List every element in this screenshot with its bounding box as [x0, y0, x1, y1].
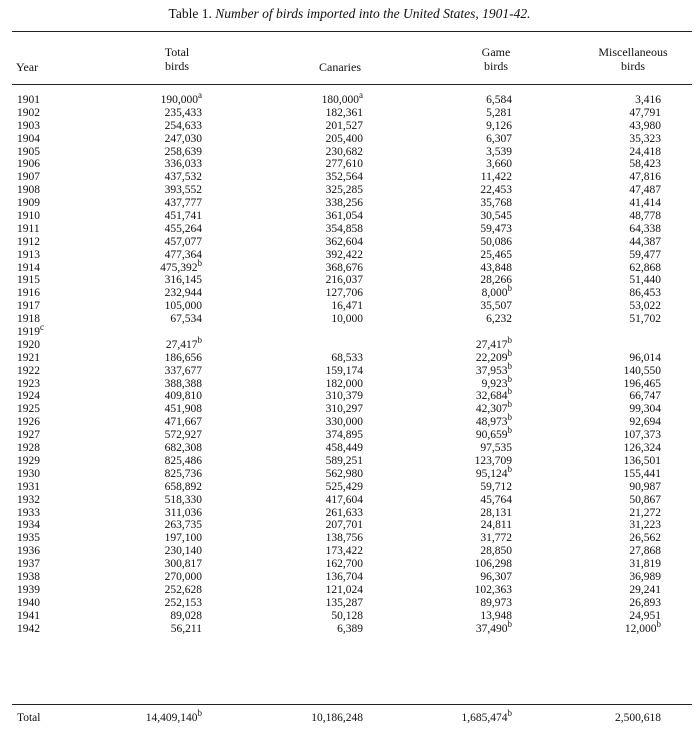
cell-misc-birds: 140,550 [623, 364, 661, 377]
cell-misc-birds: 29,241 [629, 583, 661, 596]
cell-canaries: 562,980 [325, 467, 363, 480]
cell-total-birds: 337,677 [164, 364, 202, 377]
table-top-rule [12, 31, 692, 32]
cell-canaries: 310,379 [325, 390, 363, 403]
cell-total-birds: 682,308 [164, 442, 202, 455]
cell-misc-birds: 86,453 [629, 287, 661, 300]
cell-game-birds: 59,712 [480, 480, 512, 493]
cell-year: 1928 [17, 442, 40, 455]
cell-total-birds: 258,639 [164, 145, 202, 158]
cell-game-birds: 31,772 [480, 532, 512, 545]
cell-game-birds: 22,453 [480, 184, 512, 197]
cell-game-birds: 5,281 [486, 106, 512, 119]
header-rule [12, 84, 692, 85]
total-misc-sum: 2,500,618 [615, 712, 661, 724]
cell-year: 1907 [17, 171, 40, 184]
cell-canaries: 162,700 [325, 558, 363, 571]
cell-year: 1934 [17, 519, 40, 532]
cell-total-birds: 67,534 [170, 313, 202, 326]
cell-game-birds: 28,131 [480, 506, 512, 519]
cell-misc-birds: 90,987 [629, 480, 661, 493]
cell-total-birds: 263,735 [164, 519, 202, 532]
cell-misc-birds: 64,338 [629, 222, 661, 235]
cell-misc-birds: 196,465 [623, 377, 661, 390]
table-row [0, 184, 699, 197]
table-row [0, 236, 699, 249]
cell-game-birds: 35,768 [480, 197, 512, 210]
header-misc-birds: Miscellaneous birds [598, 45, 668, 73]
cell-game-birds: 9,923$^b$ [481, 373, 512, 390]
cell-total-birds: 197,100 [164, 532, 202, 545]
cell-year: 1917 [17, 300, 40, 313]
cell-misc-birds: 24,418 [629, 145, 661, 158]
cell-total-birds: 316,145 [164, 274, 202, 287]
cell-game-birds: 90,659$^b$ [475, 425, 512, 442]
table-row [0, 223, 699, 236]
table-row [0, 464, 699, 481]
cell-year: 1918 [17, 313, 40, 326]
cell-canaries: 374,895 [325, 429, 363, 442]
table-row [0, 335, 699, 352]
cell-canaries: 127,706 [325, 287, 363, 300]
cell-game-birds: 22,209$^b$ [475, 347, 512, 364]
cell-canaries: 136,704 [325, 570, 363, 583]
cell-total-birds: 471,667 [164, 416, 202, 429]
cell-game-birds: 8,000$^b$ [481, 283, 512, 300]
cell-canaries: 207,701 [325, 519, 363, 532]
table-row [0, 133, 699, 146]
cell-game-birds: 97,535 [480, 442, 512, 455]
cell-misc-birds: 36,989 [629, 570, 661, 583]
cell-game-birds: 95,124$^b$ [475, 464, 512, 480]
cell-year: 1905 [17, 145, 40, 158]
cell-total-birds: 388,388 [164, 377, 202, 390]
cell-misc-birds: 47,791 [629, 106, 661, 119]
cell-misc-birds: 26,893 [629, 596, 661, 609]
table-row [0, 210, 699, 223]
cell-misc-birds: 96,014 [629, 351, 661, 364]
cell-year: 1932 [17, 493, 40, 506]
cell-total-birds: 437,777 [164, 197, 202, 210]
cell-game-birds: 37,490$^b$ [475, 618, 512, 635]
cell-misc-birds: 50,867 [629, 493, 661, 506]
header-game-birds: Game birds [481, 45, 511, 73]
cell-game-birds: 25,465 [480, 248, 512, 261]
cell-canaries: 392,422 [325, 248, 363, 261]
table-row [0, 399, 699, 416]
cell-misc-birds: 51,440 [629, 274, 661, 287]
cell-misc-birds: 66,747 [629, 390, 661, 403]
cell-misc-birds: 107,373 [623, 429, 661, 442]
cell-year: 1933 [17, 506, 40, 519]
cell-canaries: 173,422 [325, 545, 363, 558]
cell-year: 1909 [17, 197, 40, 210]
cell-total-birds: 477,364 [164, 248, 202, 261]
cell-year: 1915 [17, 274, 40, 287]
cell-game-birds: 37,953$^b$ [475, 360, 512, 377]
cell-game-birds: 43,848 [480, 261, 512, 274]
cell-misc-birds: 31,819 [629, 558, 661, 571]
cell-total-birds: 252,628 [164, 583, 202, 596]
cell-year: 1920 [17, 338, 40, 351]
cell-total-birds: 190,000$^a$ [160, 90, 202, 106]
cell-canaries: 182,000 [325, 377, 363, 390]
cell-year: 1924 [17, 390, 40, 403]
cell-total-birds: 270,000 [164, 570, 202, 583]
cell-year: 1906 [17, 158, 40, 171]
cell-game-birds: 35,507 [480, 300, 512, 313]
table-row [0, 532, 699, 545]
cell-year: 1902 [17, 106, 40, 119]
table-row [0, 545, 699, 558]
cell-canaries: 458,449 [325, 442, 363, 455]
cell-game-birds: 3,660 [486, 158, 512, 171]
cell-canaries: 338,256 [325, 197, 363, 210]
total-label: Total [17, 712, 41, 724]
table-row [0, 455, 699, 468]
table-row [0, 197, 699, 210]
cell-total-birds: 105,000 [164, 300, 202, 313]
cell-year: 1942 [17, 622, 40, 635]
cell-canaries: 6,389 [337, 622, 363, 635]
table-row [0, 481, 699, 494]
cell-total-birds: 252,153 [164, 596, 202, 609]
cell-canaries: 201,527 [325, 119, 363, 132]
cell-year: 1929 [17, 454, 40, 467]
table-row [0, 107, 699, 120]
table-row [0, 373, 699, 391]
table-row [0, 507, 699, 520]
cell-year: 1911 [17, 222, 40, 235]
table-title [0, 6, 699, 22]
table-title-text: Number of birds imported into the United States, 1901-42. [215, 6, 531, 21]
cell-total-birds: 56,211 [170, 622, 202, 635]
cell-misc-birds: 43,980 [629, 119, 661, 132]
cell-game-birds: 32,684$^b$ [475, 386, 512, 403]
cell-year: 1919$^c$ [17, 322, 44, 339]
cell-misc-birds: 92,694 [629, 416, 661, 429]
cell-total-birds: 247,030 [164, 132, 202, 145]
cell-canaries: 330,000 [325, 416, 363, 429]
total-rule [12, 704, 692, 705]
table-row [0, 412, 699, 429]
cell-game-birds: 3,539 [486, 145, 512, 158]
cell-game-birds: 50,086 [480, 235, 512, 248]
cell-total-birds: 336,033 [164, 158, 202, 171]
cell-total-birds: 232,944 [164, 287, 202, 300]
cell-game-birds: 102,363 [474, 583, 512, 596]
cell-misc-birds: 44,387 [629, 235, 661, 248]
cell-year: 1922 [17, 364, 40, 377]
cell-game-birds: 59,473 [480, 222, 512, 235]
cell-total-birds: 825,736 [164, 467, 202, 480]
table-row [0, 584, 699, 597]
cell-year: 1939 [17, 583, 40, 596]
cell-misc-birds: 59,477 [629, 248, 661, 261]
total-row [0, 708, 699, 725]
cell-misc-birds: 41,414 [629, 197, 661, 210]
table-row [0, 386, 699, 403]
cell-total-birds: 451,908 [164, 403, 202, 416]
cell-total-birds: 409,810 [164, 390, 202, 403]
cell-canaries: 216,037 [325, 274, 363, 287]
cell-game-birds: 13,948 [480, 609, 512, 622]
table-row [0, 322, 699, 339]
table-title-label: Table 1. [168, 6, 212, 21]
cell-total-birds: 27,417$^b$ [165, 335, 202, 351]
cell-canaries: 180,000$^a$ [321, 90, 363, 106]
cell-canaries: 182,361 [325, 106, 363, 119]
table-row [0, 313, 699, 326]
cell-year: 1931 [17, 480, 40, 493]
cell-game-birds: 9,126 [486, 119, 512, 132]
cell-year: 1937 [17, 558, 40, 571]
cell-misc-birds: 58,423 [629, 158, 661, 171]
cell-year: 1941 [17, 609, 40, 622]
cell-canaries: 121,024 [325, 583, 363, 596]
cell-canaries: 205,400 [325, 132, 363, 145]
cell-total-birds: 455,264 [164, 222, 202, 235]
table-row [0, 360, 699, 378]
cell-game-birds: 123,709 [474, 454, 512, 467]
cell-misc-birds: 126,324 [623, 442, 661, 455]
cell-total-birds: 235,433 [164, 106, 202, 119]
cell-misc-birds: 21,272 [629, 506, 661, 519]
cell-misc-birds: 12,000$^b$ [624, 618, 661, 635]
table-row [0, 519, 699, 532]
cell-canaries: 362,604 [325, 235, 363, 248]
cell-total-birds: 658,892 [164, 480, 202, 493]
cell-canaries: 352,564 [325, 171, 363, 184]
cell-misc-birds: 51,702 [629, 313, 661, 326]
cell-canaries: 16,471 [331, 300, 363, 313]
table-row [0, 120, 699, 133]
cell-misc-birds: 31,223 [629, 519, 661, 532]
cell-canaries: 159,174 [325, 364, 363, 377]
cell-misc-birds: 99,304 [629, 403, 661, 416]
cell-canaries: 368,676 [325, 261, 363, 274]
cell-total-birds: 437,532 [164, 171, 202, 184]
cell-canaries: 138,756 [325, 532, 363, 545]
cell-game-birds: 89,973 [480, 596, 512, 609]
table-row [0, 300, 699, 313]
cell-year: 1912 [17, 235, 40, 248]
cell-year: 1940 [17, 596, 40, 609]
cell-year: 1903 [17, 119, 40, 132]
cell-misc-birds: 47,487 [629, 184, 661, 197]
cell-canaries: 10,000 [331, 313, 363, 326]
table-row [0, 571, 699, 584]
cell-game-birds: 30,545 [480, 210, 512, 223]
table-row [0, 90, 699, 107]
table-row [0, 249, 699, 262]
cell-game-birds: 28,850 [480, 545, 512, 558]
cell-canaries: 325,285 [325, 184, 363, 197]
cell-year: 1927 [17, 429, 40, 442]
cell-total-birds: 518,330 [164, 493, 202, 506]
header-total-birds: Total birds [164, 45, 190, 73]
cell-year: 1916 [17, 287, 40, 300]
cell-game-birds: 6,232 [486, 313, 512, 326]
cell-misc-birds: 155,441 [623, 467, 661, 480]
cell-canaries: 354,858 [325, 222, 363, 235]
total-canaries-sum: 10,186,248 [311, 712, 363, 724]
cell-year: 1925 [17, 403, 40, 416]
table-row [0, 171, 699, 184]
cell-year: 1923 [17, 377, 40, 390]
cell-misc-birds: 27,868 [629, 545, 661, 558]
cell-game-birds: 45,764 [480, 493, 512, 506]
cell-year: 1901 [17, 94, 40, 106]
cell-canaries: 135,287 [325, 596, 363, 609]
table-row [0, 618, 699, 636]
cell-misc-birds: 26,562 [629, 532, 661, 545]
cell-year: 1910 [17, 210, 40, 223]
cell-total-birds: 475,392$^b$ [160, 257, 202, 274]
cell-total-birds: 254,633 [164, 119, 202, 132]
cell-canaries: 230,682 [325, 145, 363, 158]
cell-canaries: 525,429 [325, 480, 363, 493]
cell-canaries: 261,633 [325, 506, 363, 519]
header-year: Year [16, 60, 39, 74]
cell-canaries: 589,251 [325, 454, 363, 467]
table-body [0, 90, 699, 635]
table-row [0, 274, 699, 287]
cell-game-birds: 11,422 [480, 171, 512, 184]
total-birds-sum: 14,409,140$^b$ [145, 708, 202, 724]
cell-game-birds: 48,973$^b$ [475, 412, 512, 429]
cell-game-birds: 24,811 [480, 519, 512, 532]
cell-misc-birds: 136,501 [623, 454, 661, 467]
cell-game-birds: 6,307 [486, 132, 512, 145]
cell-misc-birds: 24,951 [629, 609, 661, 622]
table-row [0, 425, 699, 442]
cell-year: 1926 [17, 416, 40, 429]
cell-total-birds: 186,656 [164, 351, 202, 364]
cell-canaries: 310,297 [325, 403, 363, 416]
cell-year: 1938 [17, 570, 40, 583]
cell-total-birds: 457,077 [164, 235, 202, 248]
cell-game-birds: 96,307 [480, 570, 512, 583]
cell-year: 1921 [17, 351, 40, 364]
cell-canaries: 417,604 [325, 493, 363, 506]
table-row [0, 597, 699, 610]
cell-misc-birds: 47,816 [629, 171, 661, 184]
table-row [0, 347, 699, 365]
cell-year: 1930 [17, 467, 40, 480]
cell-canaries: 361,054 [325, 210, 363, 223]
table-row [0, 146, 699, 159]
table-row [0, 610, 699, 623]
table-row [0, 494, 699, 507]
cell-canaries: 277,610 [325, 158, 363, 171]
table-row [0, 442, 699, 455]
cell-game-birds: 6,584 [486, 94, 512, 106]
cell-year: 1913 [17, 248, 40, 261]
cell-misc-birds: 3,416 [635, 94, 661, 106]
cell-total-birds: 311,036 [165, 506, 202, 519]
table-row [0, 283, 699, 300]
cell-misc-birds: 48,778 [629, 210, 661, 223]
cell-misc-birds: 53,022 [629, 300, 661, 313]
cell-misc-birds: 62,868 [629, 261, 661, 274]
cell-game-birds: 27,417$^b$ [475, 335, 512, 351]
cell-misc-birds: 35,323 [629, 132, 661, 145]
cell-total-birds: 230,140 [164, 545, 202, 558]
table-row [0, 158, 699, 171]
cell-total-birds: 393,552 [164, 184, 202, 197]
cell-year: 1914 [17, 261, 40, 274]
cell-total-birds: 300,817 [164, 558, 202, 571]
cell-game-birds: 42,307$^b$ [475, 399, 512, 416]
cell-year: 1935 [17, 532, 40, 545]
total-game-sum: 1,685,474$^b$ [461, 708, 512, 724]
cell-total-birds: 825,486 [164, 454, 202, 467]
cell-year: 1904 [17, 132, 40, 145]
table-row [0, 558, 699, 571]
cell-year: 1936 [17, 545, 40, 558]
cell-game-birds: 28,266 [480, 274, 512, 287]
cell-canaries: 50,128 [331, 609, 363, 622]
cell-total-birds: 89,028 [170, 609, 202, 622]
header-canaries: Canaries [319, 60, 361, 74]
cell-game-birds: 106,298 [474, 558, 512, 571]
cell-total-birds: 572,927 [164, 429, 202, 442]
cell-year: 1908 [17, 184, 40, 197]
cell-canaries: 68,533 [331, 351, 363, 364]
cell-total-birds: 451,741 [164, 210, 202, 223]
table-row [0, 257, 699, 275]
